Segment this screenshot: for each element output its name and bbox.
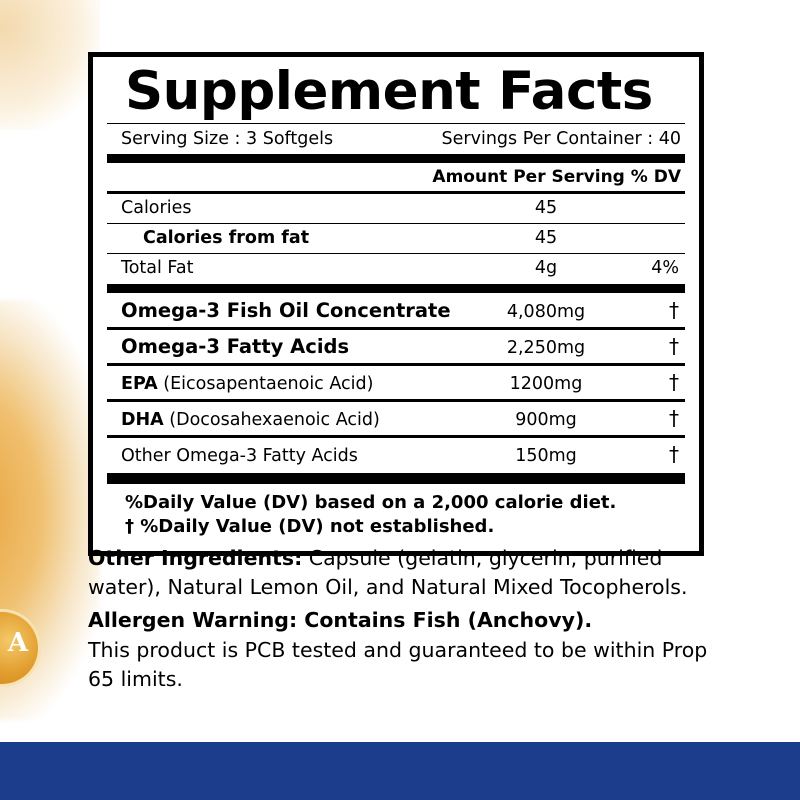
nutrient-name-main: DHA: [121, 410, 164, 430]
nutrient-amount: 45: [534, 228, 558, 248]
table-row: [107, 226, 685, 251]
table-row: [107, 440, 685, 469]
page-title: Supplement Facts: [125, 61, 653, 122]
nutrient-amount: 4g: [534, 258, 558, 278]
nutrient-amount: 4,080mg: [506, 302, 586, 322]
nutrient-name-sub: (Docosahexaenoic Acid): [163, 410, 380, 430]
table-row: [107, 256, 685, 281]
nutrient-amount: 45: [534, 198, 558, 218]
divider-med-4: [107, 399, 685, 402]
servings-per-container-value: 40: [658, 129, 681, 149]
footnote-dagger: † %Daily Value (DV) not established.: [125, 516, 495, 537]
serving-size-value: 3 Softgels: [246, 129, 334, 149]
table-row: [107, 332, 685, 361]
footnotes: [107, 487, 685, 541]
divider: [107, 253, 685, 254]
allergen-warning-text: Contains Fish (Anchovy).: [297, 608, 593, 632]
table-row: [107, 368, 685, 397]
divider-med-5: [107, 435, 685, 438]
nutrient-name: Omega-3 Fish Oil Concentrate: [121, 299, 451, 322]
serving-size: [121, 129, 333, 149]
nutrient-dv: †: [669, 298, 679, 322]
table-row: [107, 404, 685, 433]
nutrient-amount: 1200mg: [509, 374, 583, 394]
nutrient-dv: 4%: [651, 258, 679, 278]
label-lower-text: [88, 544, 718, 694]
nutrient-name: Other Omega-3 Fatty Acids: [121, 446, 358, 466]
background-gradient-top-left: [0, 0, 100, 130]
divider-med-3: [107, 363, 685, 366]
nutrient-amount: 2,250mg: [506, 338, 586, 358]
divider-thick-2: [107, 284, 685, 293]
serving-info-row: [107, 126, 685, 151]
nutrient-name-main: EPA: [121, 374, 158, 394]
divider-med-1: [107, 191, 685, 194]
nutrient-dv: †: [669, 442, 679, 466]
nutrient-name-sub: (Eicosapentaenoic Acid): [157, 374, 374, 394]
nutrient-amount: 150mg: [515, 446, 577, 466]
divider-thick-top: [107, 154, 685, 163]
divider-thick-bottom: [107, 473, 685, 484]
other-ingredients-label: Other Ingredients:: [88, 546, 303, 570]
nutrient-name: Calories: [121, 198, 192, 218]
supplement-facts-panel: [88, 52, 704, 556]
pcb-statement: This product is PCB tested and guaranteed to be within Prop 65 limits.: [88, 638, 708, 691]
divider: [107, 123, 685, 124]
bottom-bar: [0, 742, 800, 800]
nutrient-name: [121, 410, 471, 430]
nutrient-amount: 900mg: [515, 410, 577, 430]
table-row: [107, 196, 685, 221]
allergen-warning-label: Allergen Warning:: [88, 608, 298, 632]
amount-per-serving-header: Amount Per Serving % DV: [432, 167, 681, 187]
other-ingredients-paragraph: [88, 544, 718, 602]
serving-size-label: Serving Size :: [121, 129, 241, 149]
servings-per-container: [442, 129, 681, 149]
allergen-warning-paragraph: [88, 606, 718, 635]
nutrient-dv: †: [669, 406, 679, 430]
nutrient-name: Omega-3 Fatty Acids: [121, 335, 350, 358]
other-ingredients-text: Capsule (gelatin, glycerin, purified water), Natural Lemon Oil, and Natural Mixed Tocopherols.: [88, 546, 688, 599]
nutrient-dv: †: [669, 370, 679, 394]
servings-per-container-label: Servings Per Container :: [441, 129, 654, 149]
divider: [107, 223, 685, 224]
badge-letter: A: [7, 628, 28, 658]
table-row: [107, 296, 685, 325]
divider-med-2: [107, 327, 685, 330]
nutrient-name: [121, 374, 471, 394]
footnote-daily-value: %Daily Value (DV) based on a 2,000 calorie diet.: [125, 492, 617, 513]
nutrient-name: Calories from fat: [143, 228, 310, 248]
nutrient-dv: †: [669, 334, 679, 358]
nutrient-name: Total Fat: [121, 258, 194, 278]
